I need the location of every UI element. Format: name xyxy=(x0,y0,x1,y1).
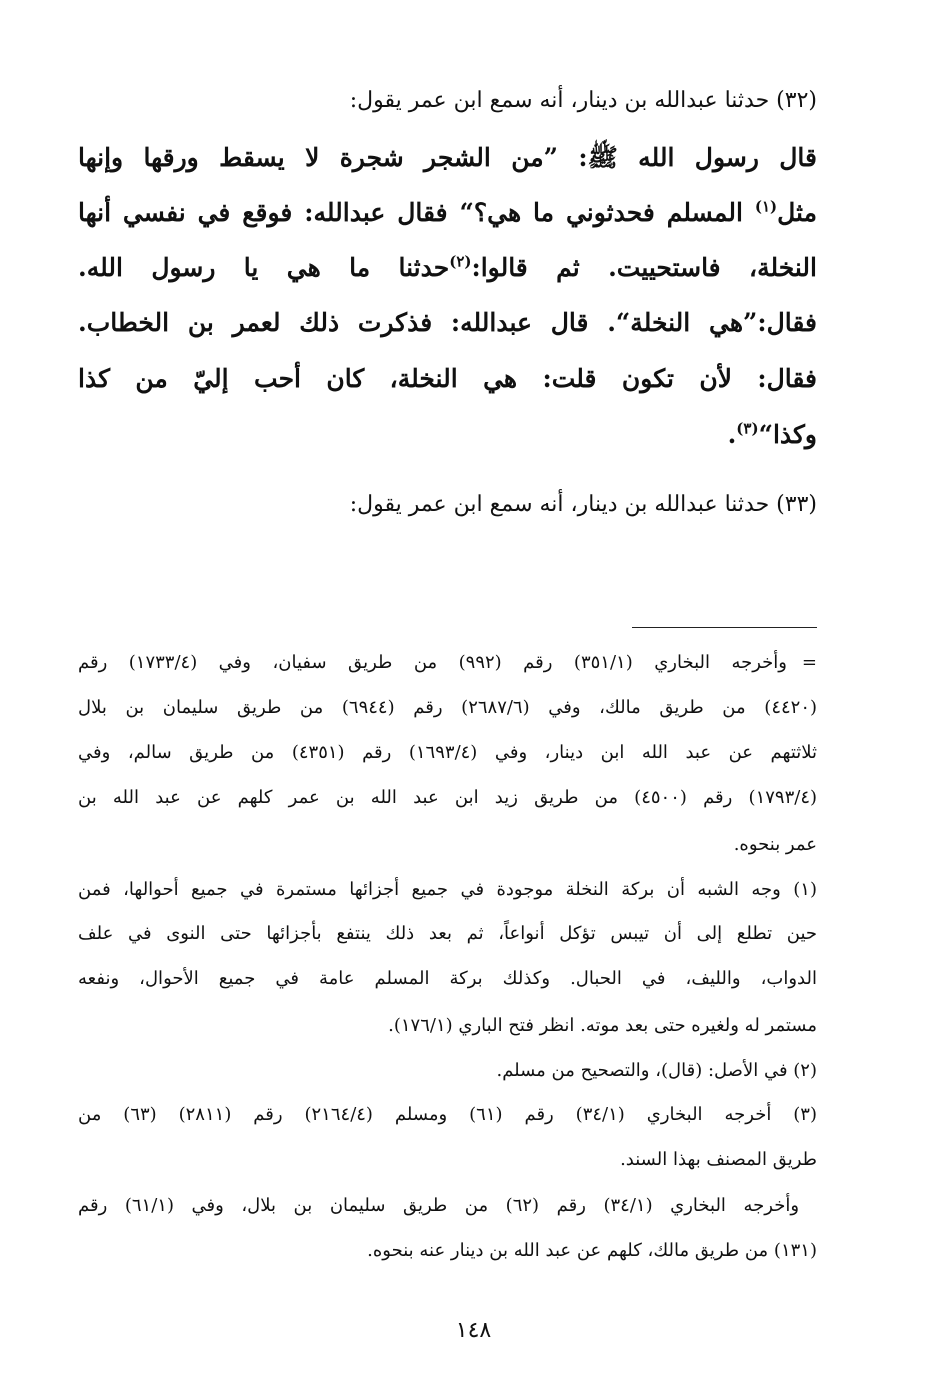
footnote-cont-line-3: ثلاثتهم عن عبد الله ابن دينار، وفي (١٦٩٣/٤) رقم (٤٣٥١) من طريق سالم، وفي xyxy=(78,742,818,763)
entry-32-intro: (٣٢) حدثنا عبدالله بن دينار، أنه سمع ابن عمر يقول: xyxy=(349,88,817,113)
page-number: ١٤٨ xyxy=(455,1318,492,1343)
footnote-3-line-2: طريق المصنف بهذا السند. xyxy=(620,1149,817,1170)
continuation-marker: = xyxy=(801,652,817,673)
footnote-cont-line-1: وأخرجه البخاري (٣٥١/١) رقم (٩٩٢) من طريق سفيان، وفي (١٧٣٣/٤) رقم xyxy=(78,652,788,673)
hadith-line-4: فقال:”هي النخلة“. قال عبدالله: فذكرت ذلك لعمر بن الخطاب. xyxy=(78,308,817,337)
entry-33-intro: (٣٣) حدثنا عبدالله بن دينار، أنه سمع ابن عمر يقول: xyxy=(349,492,817,517)
footnote-3-line-3: وأخرجه البخاري (٣٤/١) رقم (٦٢) من طريق سليمان بن بلال، وفي (٦١/١) رقم xyxy=(78,1195,800,1216)
footnote-cont-line-4: (١٧٩٣/٤) رقم (٤٥٠٠) من طريق زيد ابن عبد الله بن عمر كلهم عن عبد الله بن xyxy=(78,787,818,808)
hadith-line-2 xyxy=(78,198,817,227)
footnote-1-line-3: الدواب، والليف، في الحبال. وكذلك بركة المسلم عامة في جميع الأحوال، ونفعه xyxy=(78,968,817,989)
hadith-text: النخلة، فاستحييت. ثم قالوا: xyxy=(471,253,817,282)
hadith-line-5: فقال: لأن تكون قلت: هي النخلة، كان أحب إليّ من كذا xyxy=(78,364,817,393)
footnote-1-line-4: مستمر له ولغيره حتى بعد موته. انظر فتح الباري (١٧٦/١). xyxy=(388,1015,817,1036)
footnote-ref-2: (٢) xyxy=(449,252,472,271)
hadith-text: . xyxy=(727,420,737,449)
footnote-cont-line-2: (٤٤٢٠) من طريق مالك، وفي (٢٦٨٧/٦) رقم (٦٩٤٤) من طريق سليمان بن بلال xyxy=(78,697,818,718)
hadith-text: مثل xyxy=(777,198,817,227)
footnote-3-line-4: (١٣١) من طريق مالك، كلهم عن عبد الله بن دينار عنه بنحوه. xyxy=(367,1240,817,1261)
hadith-line-3 xyxy=(78,253,817,282)
footnote-1-line-2: حين تطلع إلى أن تيبس تؤكل أنواعاً، ثم بعد ذلك ينتفع بأجزائها حتى النوى في علف xyxy=(78,923,817,944)
footnote-cont-line-5: عمر بنحوه. xyxy=(733,834,817,855)
footnote-2: (٢) في الأصل: (قال)، والتصحيح من مسلم. xyxy=(496,1060,817,1081)
hadith-text: حدثنا ما هي يا رسول الله. xyxy=(78,253,450,282)
footnote-3-line-1: (٣) أخرجه البخاري (٣٤/١) رقم (٦١) ومسلم (٢١٦٤/٤) رقم (٢٨١١) (٦٣) من xyxy=(78,1104,817,1125)
hadith-text: المسلم فحدثوني ما هي؟“ فقال عبدالله: فوقع في نفسي أنها xyxy=(78,198,755,227)
hadith-line-6 xyxy=(728,420,817,449)
footnote-ref-3: (٣) xyxy=(736,419,759,438)
footnote-ref-1: (١) xyxy=(754,197,778,216)
hadith-line-1: قال رسول الله ﷺ: ”من الشجر شجرة لا يسقط ورقها وإنها xyxy=(78,143,817,172)
footnote-separator xyxy=(632,627,817,628)
hadith-text: وكذا“ xyxy=(758,420,817,449)
footnote-1-line-1: (١) وجه الشبه أن بركة النخلة موجودة في جميع أجزائها مستمرة في جميع أحوالها، فمن xyxy=(78,879,817,900)
